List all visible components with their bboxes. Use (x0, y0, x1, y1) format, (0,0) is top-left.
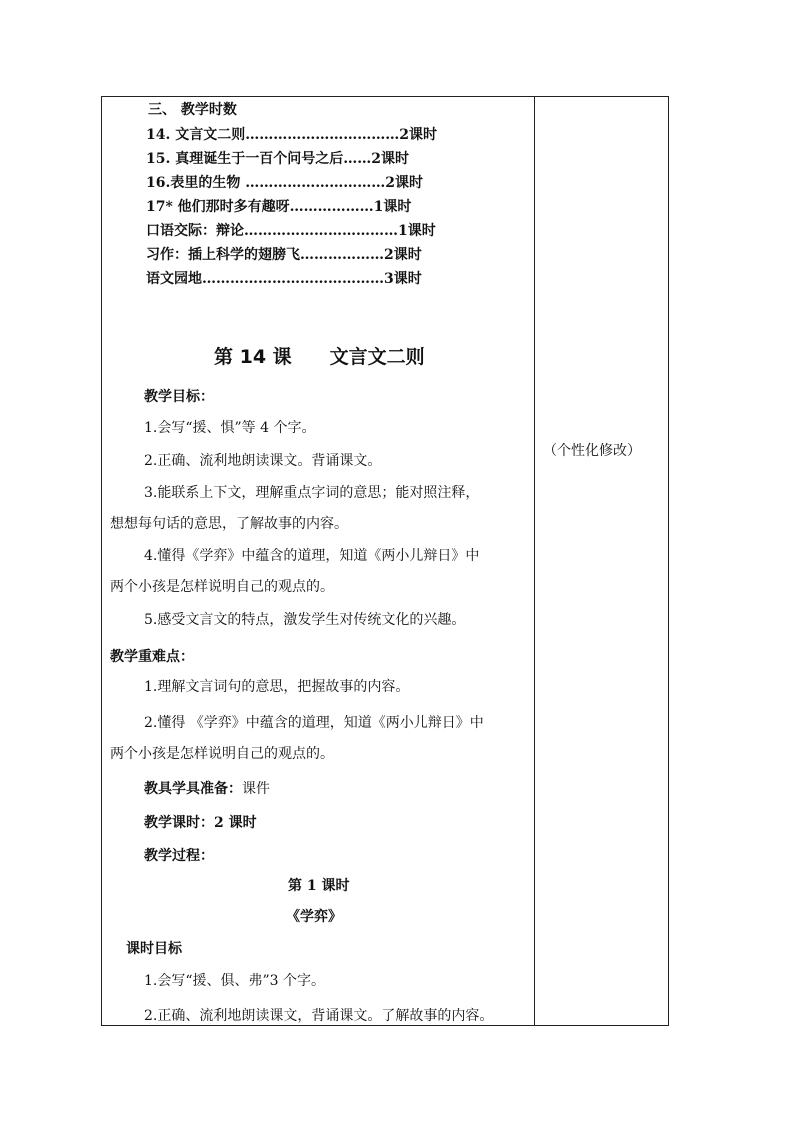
key-point-item: 1.理解文言词句的意思，把握故事的内容。 (144, 679, 410, 695)
column-divider (534, 96, 535, 1026)
schedule-item: 语文园地…………………………………3课时 (146, 271, 422, 287)
objective-item: 3.能联系上下文，理解重点字词的意思；能对照注释， (144, 485, 480, 501)
period-title: 第 1 课时 (288, 878, 350, 894)
schedule-item: 14. 文言文二则……………………………2课时 (146, 127, 437, 143)
period-objective-item: 1.会写“援、俱、弗”3 个字。 (144, 973, 326, 989)
period-objectives-label: 课时目标 (126, 941, 182, 957)
hours-line (144, 814, 257, 832)
lesson-name: 文言文二则 (329, 346, 425, 368)
objectives-label: 教学目标： (144, 389, 214, 405)
hours-label: 教学课时： (144, 815, 214, 831)
objective-item: 想想每句话的意思，了解故事的内容。 (110, 516, 348, 532)
tools-label: 教具学具准备： (144, 781, 242, 797)
objective-item: 两个小孩是怎样说明自己的观点的。 (110, 579, 334, 595)
key-point-item: 2.懂得 《学弈》中蕴含的道理，知道《两小儿辩日》中 (144, 715, 484, 731)
key-point-item: 两个小孩是怎样说明自己的观点的。 (110, 746, 334, 762)
text-title: 《学弈》 (286, 909, 342, 925)
schedule-item: 16.表里的生物 …………………………2课时 (146, 175, 423, 191)
key-points-label: 教学重难点： (110, 649, 194, 665)
lesson-title (214, 345, 425, 369)
tools-value: 课件 (242, 781, 270, 797)
tools-line (144, 780, 270, 798)
schedule-heading: 三、 教学时数 (148, 102, 237, 118)
schedule-item: 15. 真理诞生于一百个问号之后……2课时 (146, 151, 409, 167)
hours-value: 2 课时 (214, 815, 257, 831)
objective-item: 2.正确、流利地朗读课文。背诵课文。 (144, 453, 382, 469)
objective-item: 1.会写“援、惧”等 4 个字。 (144, 420, 316, 436)
period-objective-item: 2.正确、流利地朗读课文，背诵课文。了解故事的内容。 (144, 1008, 494, 1024)
side-note: （个性化修改） (543, 443, 641, 459)
objective-item: 5.感受文言文的特点，激发学生对传统文化的兴趣。 (144, 612, 466, 628)
schedule-item: 习作：插上科学的翅膀飞………………2课时 (146, 247, 422, 263)
process-label: 教学过程： (144, 848, 214, 864)
schedule-item: 口语交际：辩论……………………………1课时 (146, 223, 436, 239)
schedule-item: 17* 他们那时多有趣呀………………1课时 (146, 199, 412, 215)
objective-item: 4.懂得《学弈》中蕴含的道理，知道《两小儿辩日》中 (144, 548, 480, 564)
lesson-number: 第 14 课 (214, 346, 292, 368)
